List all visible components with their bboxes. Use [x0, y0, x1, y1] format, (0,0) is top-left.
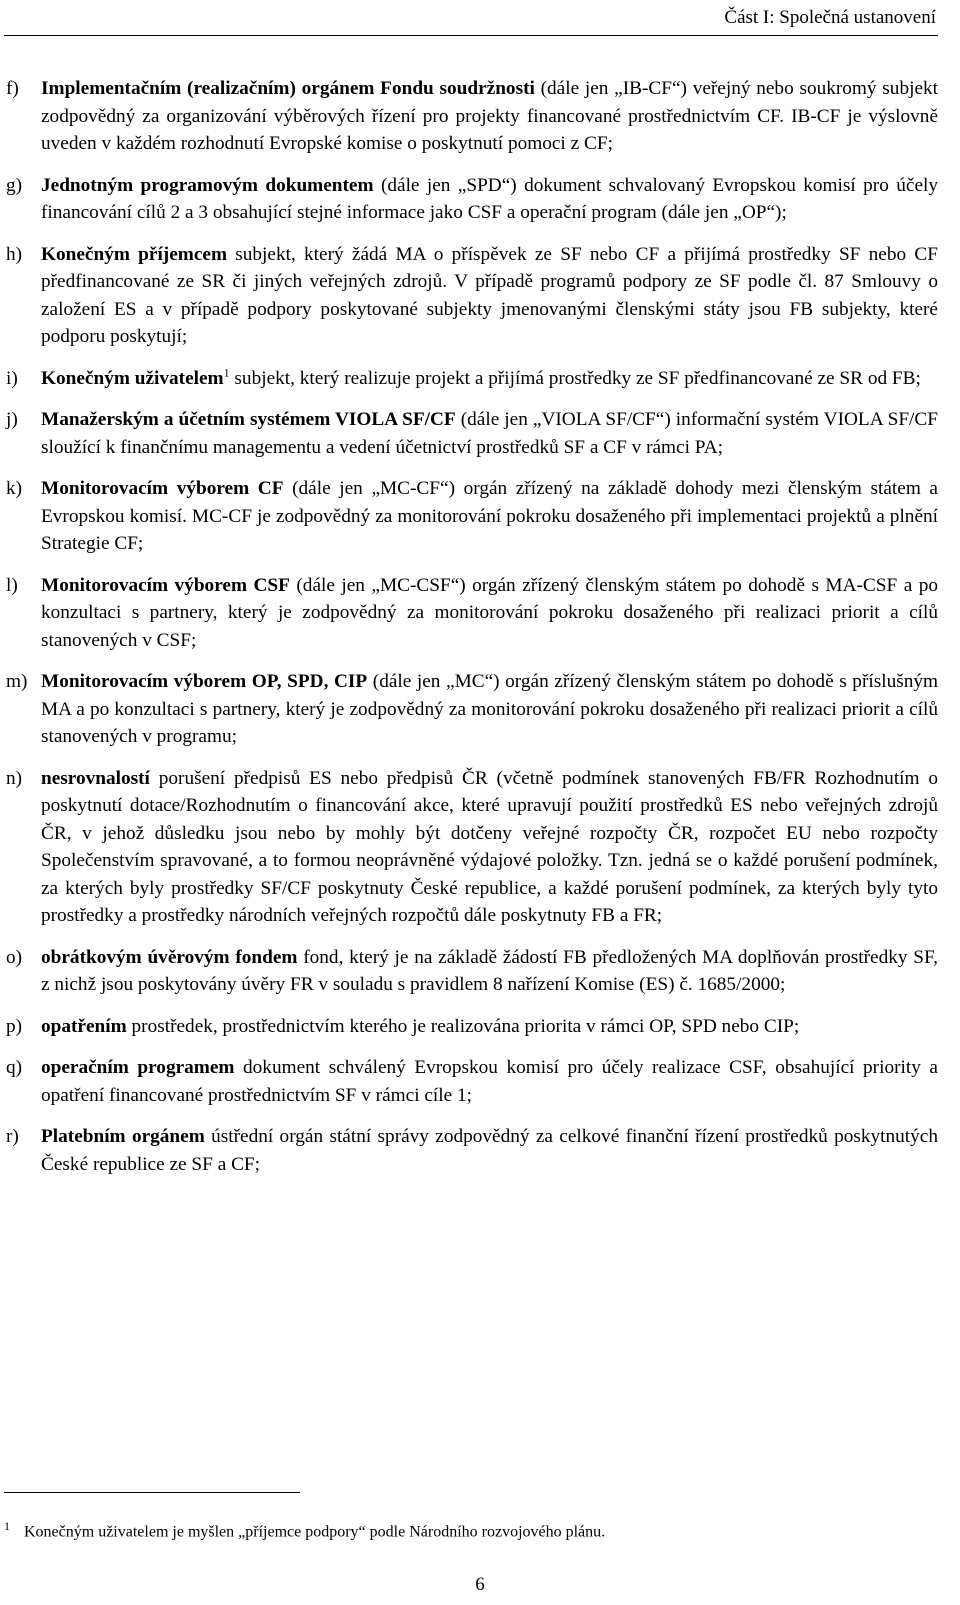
item-text: subjekt, který realizuje projekt a přijímá prostředky ze SF předfinancované ze SR od FB; — [229, 367, 921, 389]
item-letter: q) — [6, 1057, 23, 1078]
item-letter: k) — [6, 478, 23, 499]
item-term: Jednotným programovým dokumentem — [41, 174, 374, 196]
item-term: Monitorovacím výborem OP, SPD, CIP — [41, 671, 368, 692]
item-text: (dále jen „MC“) orgán zřízený členským státem po dohodě s příslušným MA a po konzultaci s partnery, který je zodpovědný za monitorování pokroku dosaženého při realizaci priorit a cílů stanovených v programu; — [41, 671, 939, 747]
item-term: nesrovnalostí — [41, 767, 150, 789]
item-letter: h) — [6, 243, 23, 265]
footnote-text: Konečným uživatelem je myšlen „příjemce podpory“ podle Národního rozvojového plánu. — [24, 1523, 606, 1541]
page-number: 6 — [475, 1574, 485, 1595]
item-letter: i) — [6, 367, 18, 389]
footnote — [4, 1516, 904, 1542]
item-letter: j) — [6, 409, 18, 430]
definition-item-l — [6, 572, 938, 655]
definition-item-o — [6, 944, 938, 999]
item-text: subjekt, který žádá MA o příspěvek ze SF nebo CF a přijímá prostředky SF nebo CF předfinancované ze SR či jiných veřejných zdrojů. V případě programů podpory ze SF podle čl. 87 Smlouvy o založení ES a v případě podpory poskytované subjekty jmenovanými členskými státy jsou FB subjekty, které podporu poskytují; — [41, 243, 938, 347]
definition-item-m — [6, 668, 938, 751]
item-text: dokument schválený Evropskou komisí pro účely realizace CSF, obsahující priority a opatření financované prostřednictvím SF v rámci cíle 1; — [41, 1057, 938, 1106]
running-header: Část I: Společná ustanovení — [724, 7, 936, 28]
item-text: (dále jen „MC-CSF“) orgán zřízený členským státem po dohodě s MA-CSF a po konzultaci s partnery, který je zodpovědný za monitorování pokroku dosaženého při realizaci priorit a cílů stanovených v CSF; — [41, 574, 938, 651]
item-term: Monitorovacím výborem CF — [41, 478, 284, 499]
item-term: Platebním orgánem — [41, 1126, 205, 1147]
item-term: Monitorovacím výborem CSF — [41, 574, 290, 596]
item-letter: o) — [6, 946, 23, 968]
item-letter: n) — [6, 767, 23, 789]
item-text: porušení předpisů ES nebo předpisů ČR (včetně podmínek stanovených FB/FR Rozhodnutím o poskytnutí dotace/Rozhodnutím o financování akce, které upravují použití prostředků ES nebo veřejných zdrojů ČR, v jehož důsledku jsou nebo by mohly být dotčeny veřejné rozpočty ČR, rozpočet EU nebo rozpočty Společenstvím spravované, a to formou neoprávněné výdajové položky. Tzn. jedná se o každé porušení podmínek, za kterých byly prostředky SF/CF poskytnuty České republice, a každé porušení podmínek, za kterých byly tyto prostředky a prostředky národních veřejných rozpočtů dále poskytnuty FB a FR; — [41, 767, 938, 926]
definition-item-p — [6, 1013, 938, 1041]
item-letter: m) — [6, 671, 28, 692]
definition-item-r — [6, 1123, 938, 1178]
item-term: operačním programem — [41, 1057, 235, 1078]
item-letter: r) — [6, 1126, 19, 1147]
item-term: Konečným uživatelem — [41, 367, 224, 389]
definition-item-g — [6, 172, 938, 227]
item-letter: g) — [6, 174, 23, 196]
footnote-reference[interactable]: 1 — [223, 365, 230, 380]
footnote-mark: 1 — [4, 1519, 10, 1533]
item-term: Manažerským a účetním systémem VIOLA SF/CF — [41, 409, 456, 430]
definition-item-f — [6, 75, 938, 158]
item-text: (dále jen „IB-CF“) veřejný nebo soukromý subjekt zodpovědný za organizování výběrových řízení pro projekty financované prostřednictvím CF. IB-CF je výslovně uveden v každém rozhodnutí Evropské komise o poskytnutí pomoci z CF; — [41, 78, 938, 154]
definition-item-q — [6, 1054, 938, 1109]
item-text: prostředek, prostřednictvím kterého je realizována priorita v rámci OP, SPD nebo CIP; — [126, 1015, 800, 1037]
item-term: Implementačním (realizačním) orgánem Fondu soudržnosti — [41, 78, 535, 99]
item-text: (dále jen „SPD“) dokument schvalovaný Evropskou komisí pro účely financování cílů 2 a 3 obsahující stejné informace jako CSF a operační program (dále jen „OP“); — [41, 174, 938, 223]
item-letter: f) — [6, 78, 19, 99]
header-divider — [4, 35, 938, 36]
footnote-divider — [4, 1492, 300, 1493]
item-text: (dále jen „VIOLA SF/CF“) informační systém VIOLA SF/CF sloužící k finančnímu managementu a vedení účetnictví prostředků SF a CF v rámci PA; — [41, 409, 938, 458]
definitions-list — [6, 75, 938, 1192]
item-term: obrátkovým úvěrovým fondem — [41, 946, 298, 968]
definition-item-j — [6, 406, 938, 461]
definition-item-i — [6, 365, 938, 393]
item-text: (dále jen „MC-CF“) orgán zřízený na základě dohody mezi členským státem a Evropskou komisí. MC-CF je zodpovědný za monitorování pokroku dosaženého při implementaci projektů a plnění Strategie CF; — [41, 478, 938, 554]
item-text: fond, který je na základě žádostí FB předložených MA doplňován prostředky SF, z nichž jsou poskytovány úvěry FR v souladu s pravidlem 8 nařízení Komise (ES) č. 1685/2000; — [41, 946, 939, 995]
item-letter: l) — [6, 574, 18, 596]
item-term: Konečným příjemcem — [41, 243, 228, 265]
definition-item-k — [6, 475, 938, 558]
definition-item-h — [6, 241, 938, 351]
item-text: ústřední orgán státní správy zodpovědný za celkové finanční řízení prostředků poskytnutých České republice ze SF a CF; — [41, 1126, 939, 1175]
item-term: opatřením — [41, 1015, 127, 1037]
definition-item-n — [6, 765, 938, 930]
item-letter: p) — [6, 1015, 23, 1037]
